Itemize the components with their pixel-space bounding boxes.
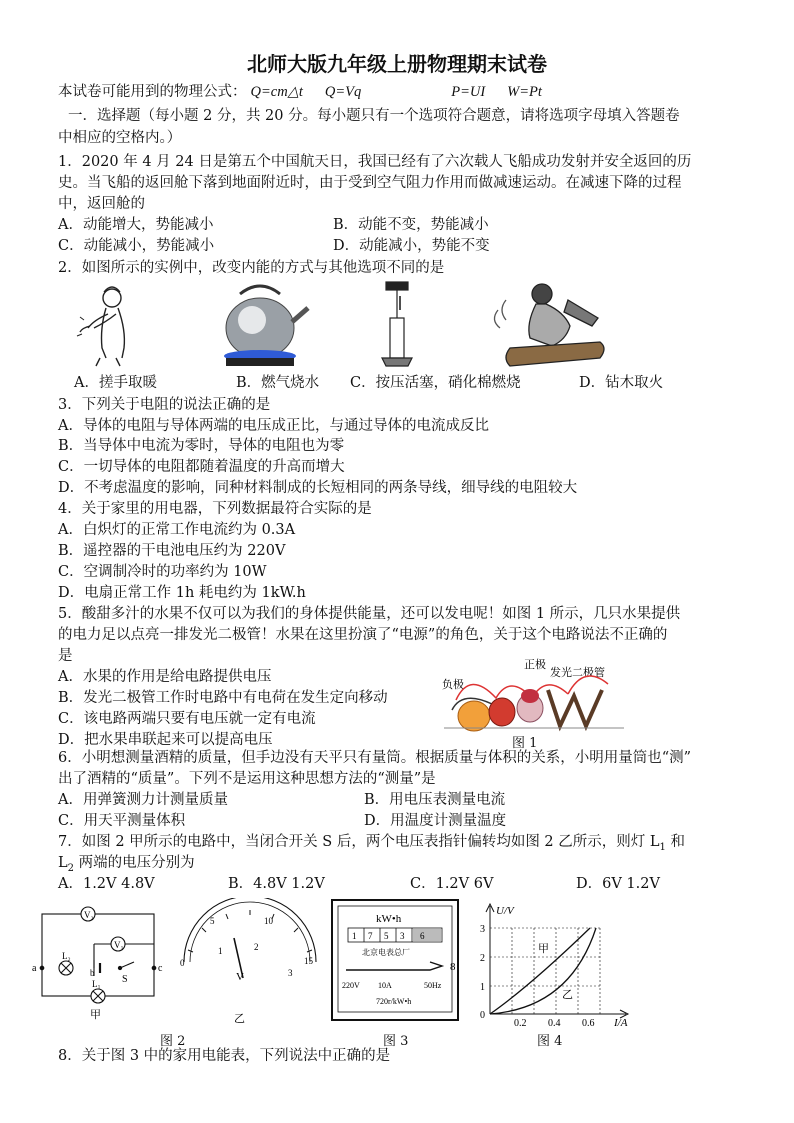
formula-fuel: Q=Vq (324, 84, 362, 100)
q7-option-c: C．1.2V 6V (410, 876, 494, 892)
q5-stem-1: 5．酸甜多汁的水果不仅可以为我们的身体提供能量，还可以发电呢！如图 1 所示，几只水果提供 (58, 606, 681, 622)
q8-stem: 8．关于图 3 中的家用电能表，下列说法中正确的是 (58, 1048, 391, 1064)
q4-option-d: D．电扇正常工作 1h 耗电约为 1kW.h (58, 585, 306, 601)
q1-option-a: A．动能增大，势能减小 (58, 217, 214, 233)
graph-y-label: U/V (496, 905, 514, 917)
q1-stem-3: 中，返回舱的 (58, 196, 145, 212)
node-c-label: c (158, 963, 163, 974)
q4-option-c: C．空调制冷时的功率约为 10W (58, 564, 267, 580)
meter-rate: 720r/kW•h (376, 997, 412, 1006)
q4-option-b: B．遥控器的干电池电压约为 220V (58, 543, 286, 559)
negative-terminal-label: 负极 (442, 679, 464, 691)
graph-origin: 0 (480, 1010, 485, 1021)
formula-heat: Q=cm△t (250, 84, 303, 100)
dial-inner-tick-1: 1 (218, 946, 223, 956)
q7-option-b: B．4.8V 1.2V (228, 876, 325, 892)
q3-stem: 3．下列关于电阻的说法正确的是 (58, 397, 271, 413)
meter-maker: 北京电表总厂 (362, 948, 410, 957)
q5-stem-3: 是 (58, 648, 73, 664)
formula-intro: 本试卷可能用到的物理公式： (58, 84, 247, 100)
meter-digit-2: 7 (368, 931, 373, 941)
gas-kettle-illustration (224, 286, 308, 366)
lamp-l2-label: L₂ (62, 951, 71, 961)
section-heading-cont: 中相应的空格内。） (58, 130, 182, 146)
q2-stem: 2．如图所示的实例中，改变内能的方式与其他选项不同的是 (58, 260, 445, 276)
q6-option-d: D．用温度计测量温度 (364, 813, 507, 829)
q5-option-b: B．发光二极管工作时电路中有电荷在发生定向移动 (58, 690, 388, 706)
q7-l2-subscript: 2 (67, 862, 75, 874)
meter-digit-4: 3 (400, 931, 405, 941)
meter-frequency: 50Hz (424, 981, 442, 990)
q5-stem-2: 的电力足以点亮一排发光二极管！水果在这里扮演了“电源”的角色，关于这个电路说法不正确的 (58, 627, 668, 643)
figures-row (30, 898, 650, 1026)
q1-option-b: B．动能不变，势能减小 (333, 217, 489, 233)
voltmeter-v1-label: V₁ (114, 940, 124, 950)
fig3-caption: 图 3 (383, 1034, 409, 1049)
q4-stem: 4．关于家里的用电器，下列数据最符合实际的是 (58, 501, 372, 517)
voltmeter-dial (184, 898, 316, 978)
graph-x-label: I/A (614, 1017, 628, 1026)
graph-x-tick-2: 0.4 (548, 1018, 561, 1026)
graph-x-tick-1: 0.2 (514, 1018, 527, 1026)
q7-option-a: A．1.2V 4.8V (58, 876, 155, 892)
node-a-label: a (32, 963, 37, 974)
fig2-caption: 图 2 (160, 1034, 186, 1049)
q6-stem-1: 6．小明想测量酒精的质量，但手边没有天平只有量筒。根据质量与体积的关系，小明用量筒也“测” (58, 750, 692, 766)
q7-l2-letter: L (58, 855, 68, 871)
q5-option-a: A．水果的作用是给电路提供电压 (58, 669, 272, 685)
formula-work: W=Pt (507, 84, 542, 100)
meter-side-digit: 8 (450, 961, 456, 973)
q2-option-d: D．钻木取火 (579, 375, 664, 391)
q7-stem-text-2: 两端的电压分别为 (74, 855, 195, 871)
q1-option-c: C．动能减小，势能减小 (58, 238, 215, 254)
drill-fire-illustration (494, 284, 604, 366)
positive-terminal-label: 正极 (524, 659, 546, 671)
q5-option-d: D．把水果串联起来可以提高电压 (58, 732, 273, 748)
q6-option-b: B．用电压表测量电流 (364, 792, 506, 808)
rubbing-hands-illustration (77, 287, 124, 366)
dial-label: 乙 (234, 1013, 245, 1025)
q1-option-d: D．动能减小，势能不变 (333, 238, 490, 254)
dial-outer-tick-5: 5 (210, 916, 215, 926)
graph-y-tick-2: 2 (480, 953, 485, 964)
q2-option-c: C．按压活塞，硝化棉燃烧 (350, 375, 521, 391)
graph-x-tick-3: 0.6 (582, 1018, 595, 1026)
meter-digit-3: 5 (384, 931, 389, 941)
q2-option-b: B．燃气烧水 (236, 375, 320, 391)
fig4-caption: 图 4 (537, 1034, 563, 1049)
switch-label: S (122, 974, 128, 985)
q3-option-a: A．导体的电阻与导体两端的电压成正比，与通过导体的电流成反比 (58, 418, 489, 434)
q3-option-b: B．当导体中电流为零时，导体的电阻也为零 (58, 438, 345, 454)
lamp-l1-label: L₁ (92, 979, 101, 989)
q6-option-a: A．用弹簧测力计测量质量 (58, 792, 228, 808)
dial-outer-tick-10: 10 (264, 916, 273, 926)
q2-illustrations (60, 280, 760, 372)
dial-outer-tick-15: 15 (304, 956, 313, 966)
q7-stem-end: 和 (665, 834, 685, 850)
dial-inner-tick-3: 3 (288, 968, 293, 978)
q4-option-a: A．白炽灯的正常工作电流约为 0.3A (58, 522, 296, 538)
meter-digit-1: 1 (352, 931, 357, 941)
q6-stem-2: 出了酒精的“质量”。下列不是运用这种思想方法的“测量”是 (58, 771, 436, 787)
q7-stem-text: 7．如图 2 甲所示的电路中，当闭合开关 S 后，两个电压表指针偏转均如图 2 乙所示，则灯 L (58, 834, 660, 850)
graph-y-tick-1: 1 (480, 982, 485, 993)
q5-option-c: C．该电路两端只要有电压就一定有电流 (58, 711, 316, 727)
exam-title: 北师大版九年级上册物理期末试卷 (247, 52, 547, 76)
piston-pump-illustration (382, 282, 412, 366)
meter-unit: kW•h (376, 913, 402, 925)
q3-option-c: C．一切导体的电阻都随着温度的升高而增大 (58, 459, 345, 475)
circuit-label: 甲 (90, 1009, 101, 1021)
curve-jia-label: 甲 (538, 943, 549, 955)
section-heading: 一．选择题（每小题 2 分，共 20 分。每小题只有一个选项符合题意，请将选项字母填入答题卷 (68, 108, 680, 124)
dial-outer-tick-0: 0 (180, 958, 185, 968)
meter-voltage: 220V (342, 981, 360, 990)
node-b-label: b (90, 968, 95, 978)
q7-option-d: D．6V 1.2V (576, 876, 660, 892)
q6-option-c: C．用天平测量体积 (58, 813, 186, 829)
led-label: 发光二极管 (550, 667, 605, 679)
q7-l1-subscript: 1 (659, 841, 666, 853)
curve-yi-label: 乙 (562, 989, 573, 1001)
graph-y-tick-3: 3 (480, 924, 485, 935)
dial-unit-v: V (236, 971, 244, 983)
formula-line (58, 82, 542, 102)
q1-stem-1: 1．2020 年 4 月 24 日是第五个中国航天日，我国已经有了六次载人飞船成功发射并安全返回的历 (58, 154, 692, 170)
fruit-battery-figure (432, 650, 642, 734)
q3-option-d: D．不考虑温度的影响，同种材料制成的长短相同的两条导线，细导线的电阻较大 (58, 480, 578, 496)
q1-stem-2: 史。当飞船的返回舱下落到地面附近时，由于受到空气阻力作用而做减速运动。在减速下降的过程 (58, 175, 682, 191)
formula-power: P=UI (451, 84, 486, 100)
meter-current: 10A (378, 981, 392, 990)
meter-digit-5: 6 (420, 931, 425, 941)
fig1-caption: 图 1 (512, 736, 538, 751)
dial-inner-tick-2: 2 (254, 942, 259, 952)
voltmeter-v2-label: V₂ (84, 910, 94, 920)
q2-option-a: A．搓手取暖 (74, 375, 157, 391)
u-i-graph (486, 904, 628, 1018)
